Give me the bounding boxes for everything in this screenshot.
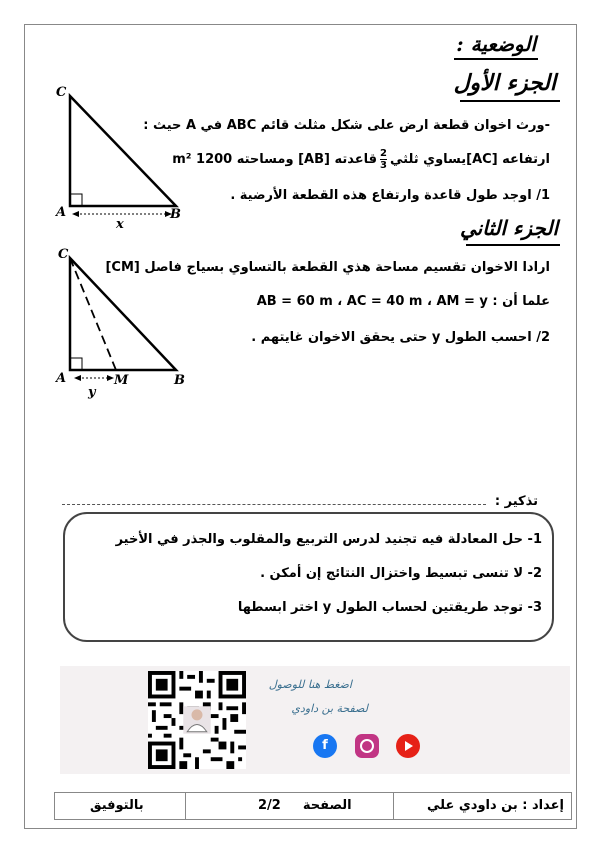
arrow-left bbox=[72, 211, 79, 217]
part1-question: 1/ اوجد طول قاعدة وارتفاع هذه القطعة الأرضية . bbox=[230, 188, 550, 203]
label-b: B bbox=[170, 207, 181, 222]
part1-line2 bbox=[172, 148, 550, 171]
youtube-icon[interactable] bbox=[396, 734, 420, 758]
fraction-den: 3 bbox=[380, 160, 387, 171]
qr-code-icon[interactable] bbox=[148, 671, 246, 769]
figure2-triangle bbox=[50, 244, 200, 404]
right-angle-mark-2 bbox=[70, 358, 82, 370]
footer-separator-1 bbox=[185, 793, 186, 819]
reminder-title: تذكير : bbox=[489, 494, 544, 509]
label-c-2: C bbox=[58, 247, 69, 262]
footer-wish: بالتوفيق bbox=[90, 798, 144, 813]
footer-page-label: الصفحة bbox=[302, 798, 352, 813]
part2-heading: الجزء الثاني bbox=[460, 216, 558, 240]
arrow-left-2 bbox=[74, 375, 81, 381]
part1-heading: الجزء الأول bbox=[453, 70, 556, 96]
situation-heading: الوضعية : bbox=[456, 32, 536, 56]
instagram-icon[interactable] bbox=[355, 734, 379, 758]
label-c: C bbox=[56, 85, 67, 100]
triangle-abc bbox=[70, 96, 176, 206]
reminder-item-2: 2- لا تنسى تبسيط واختزال النتائج إن أمكن . bbox=[260, 566, 542, 581]
triangle-abc-2 bbox=[70, 258, 176, 370]
footer-separator-2 bbox=[393, 793, 394, 819]
part2-line2: علما أن : AB = 60 m ، AC = 40 m ، AM = y bbox=[256, 294, 550, 309]
label-y: y bbox=[88, 385, 96, 400]
reminder-item-1: 1- حل المعادلة فيه تجنيد لدرس التربيع والمقلوب والجذر في الأخير bbox=[115, 532, 542, 547]
segment-cm bbox=[70, 258, 116, 370]
part1-underline bbox=[460, 100, 560, 102]
promo-line-2[interactable]: لصفحة بن داودي bbox=[291, 702, 368, 715]
promo-line-1[interactable]: اضغط هنا للوصول bbox=[268, 678, 352, 691]
label-a-2: A bbox=[56, 371, 67, 386]
arrow-right-2 bbox=[107, 375, 114, 381]
fraction bbox=[380, 148, 387, 171]
footer-page bbox=[258, 798, 352, 813]
facebook-icon[interactable]: f bbox=[313, 734, 337, 758]
label-b-2: B bbox=[174, 373, 185, 388]
label-m: M bbox=[114, 373, 129, 388]
part1-line1: -ورث اخوان قطعة ارض على شكل مثلث قائم ABC في A حيث : bbox=[143, 118, 550, 133]
heading-underline bbox=[454, 58, 538, 60]
part2-line1: ارادا الاخوان تقسيم مساحة هذي القطعة بالتساوي بسياج فاصل [CM] bbox=[105, 260, 550, 275]
part2-question: 2/ احسب الطول y حتى يحقق الاخوان غايتهم . bbox=[251, 330, 550, 345]
part1-line2-start: ارتفاعه [AC]يساوي ثلثي bbox=[389, 152, 550, 167]
part2-underline bbox=[466, 244, 560, 246]
fraction-num: 2 bbox=[380, 148, 387, 159]
label-a: A bbox=[56, 205, 67, 220]
reminder-item-3: 3- توجد طريقتين لحساب الطول y اختر ابسطها bbox=[237, 600, 542, 615]
reminder-dashed-line bbox=[62, 504, 486, 505]
figure1-triangle bbox=[50, 82, 200, 232]
footer-page-number: 2/2 bbox=[258, 798, 281, 813]
label-x: x bbox=[116, 217, 124, 232]
footer-author: إعداد : بن داودي علي bbox=[427, 798, 564, 813]
right-angle-mark bbox=[70, 194, 82, 206]
part1-line2-end: قاعدته [AB] ومساحته 1200 m² bbox=[172, 152, 378, 167]
